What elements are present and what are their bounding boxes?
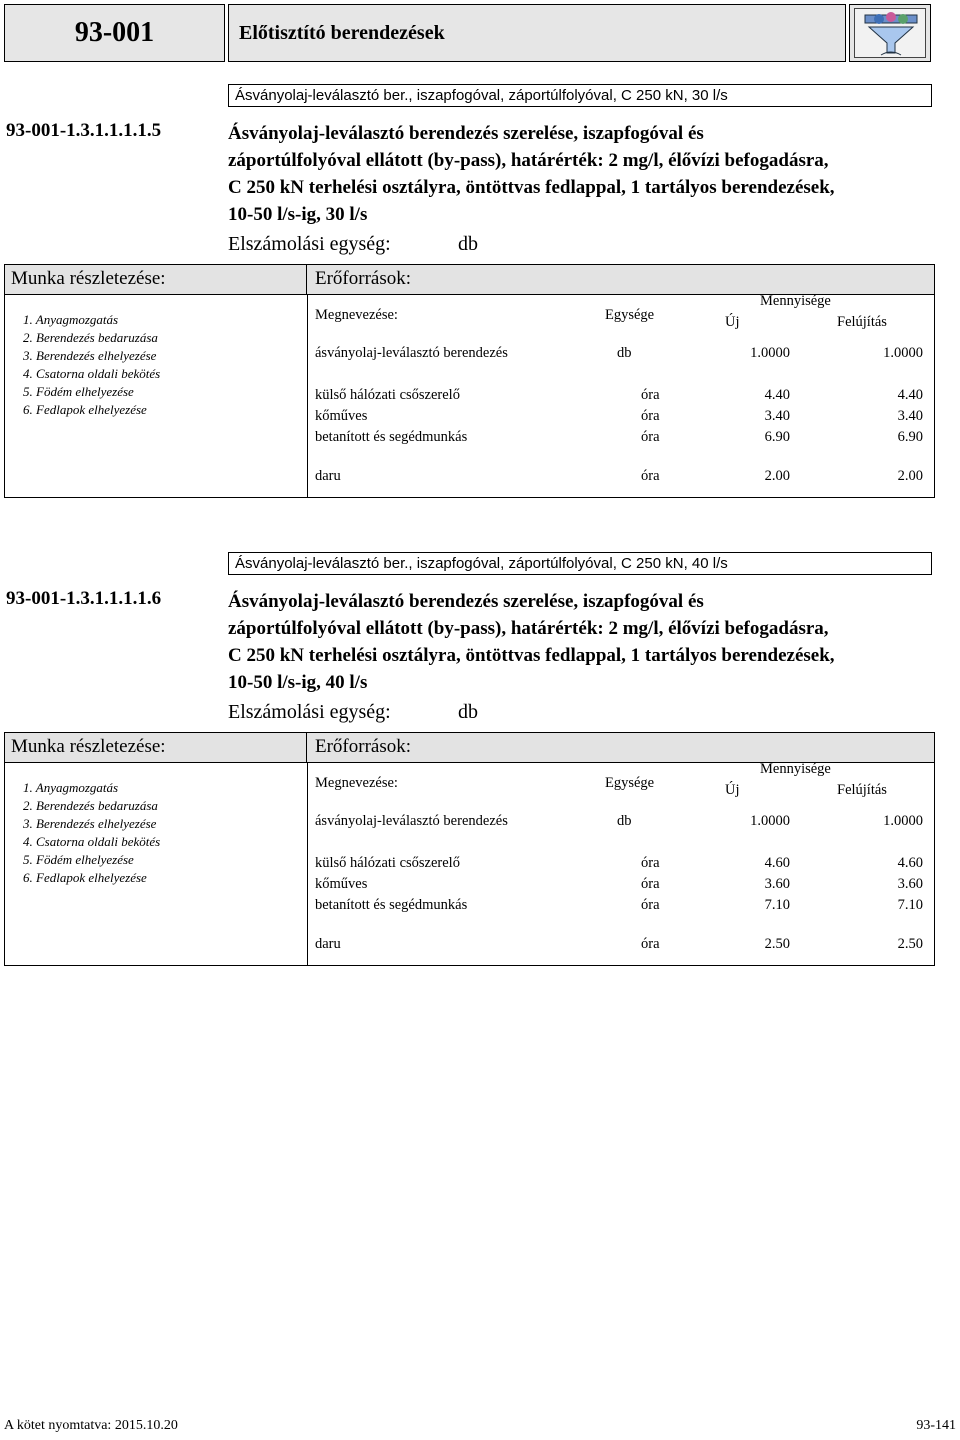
- labor-name: betanított és segédmunkás: [315, 429, 468, 445]
- col-name-header: Megnevezése:: [315, 307, 398, 323]
- desc-line: 10-50 l/s-ig, 40 l/s: [228, 672, 368, 693]
- desc-line: Ásványolaj-leválasztó berendezés szerelése, iszapfogóval és: [228, 123, 704, 144]
- work-detail-header: Munka részletezése:: [5, 733, 307, 763]
- col-name-header: Megnevezése:: [315, 775, 398, 791]
- labor-name: külső hálózati csőszerelő: [315, 855, 460, 871]
- resource-table: [4, 732, 935, 966]
- work-step: 5. Födém elhelyezése: [23, 384, 134, 399]
- labor-name: kőműves: [315, 408, 368, 424]
- col-unit-header: Egysége: [605, 775, 655, 791]
- labor-new: 7.10: [764, 897, 790, 913]
- material-renov: 1.0000: [883, 345, 923, 361]
- section-title: Előtisztító berendezések: [228, 4, 846, 62]
- col-renov-header: Felújítás: [837, 314, 887, 330]
- labor-new: 4.60: [764, 855, 790, 871]
- section-code: 93-001: [4, 4, 225, 62]
- item-code: 93-001-1.3.1.1.1.1.6: [6, 588, 162, 609]
- item-description: [228, 588, 948, 696]
- work-detail-header: Munka részletezése:: [5, 265, 307, 295]
- work-steps: [23, 779, 160, 887]
- work-steps: [23, 311, 160, 419]
- work-step: 3. Berendezés elhelyezése: [23, 816, 157, 831]
- material-renov: 1.0000: [883, 813, 923, 829]
- labor-name: betanított és segédmunkás: [315, 897, 468, 913]
- resources-header: Erőforrások:: [307, 733, 934, 763]
- unit-value: db: [458, 701, 478, 723]
- labor-unit: óra: [641, 429, 660, 445]
- labor-renov: 3.40: [897, 408, 923, 424]
- desc-line: Ásványolaj-leválasztó berendezés szerelése, iszapfogóval és: [228, 591, 704, 612]
- col-qty-header: Mennyisége: [760, 293, 831, 309]
- labor-unit: óra: [641, 897, 660, 913]
- desc-line: C 250 kN terhelési osztályra, öntöttvas fedlappal, 1 tartályos berendezések,: [228, 645, 835, 666]
- resource-table: [4, 264, 935, 498]
- machine-renov: 2.00: [897, 468, 923, 484]
- separator-funnel-icon: [854, 8, 926, 58]
- item-subtitle: Ásványolaj-leválasztó ber., iszapfogóval, záportúlfolyóval, C 250 kN, 40 l/s: [228, 552, 932, 575]
- machine-name: daru: [315, 936, 341, 952]
- col-new-header: Új: [725, 782, 740, 798]
- material-unit: db: [617, 345, 632, 361]
- item-description: [228, 120, 948, 228]
- unit-label: Elszámolási egység:: [228, 701, 391, 723]
- item-subtitle: Ásványolaj-leválasztó ber., iszapfogóval, záportúlfolyóval, C 250 kN, 30 l/s: [228, 84, 932, 107]
- column-divider: [307, 763, 308, 965]
- col-unit-header: Egysége: [605, 307, 655, 323]
- work-step: 6. Fedlapok elhelyezése: [23, 402, 147, 417]
- labor-name: kőműves: [315, 876, 368, 892]
- material-new: 1.0000: [750, 345, 790, 361]
- desc-line: 10-50 l/s-ig, 30 l/s: [228, 204, 368, 225]
- desc-line: záportúlfolyóval ellátott (by-pass), határérték: 2 mg/l, élővízi befogadásra,: [228, 150, 829, 171]
- machine-name: daru: [315, 468, 341, 484]
- machine-unit: óra: [641, 936, 660, 952]
- labor-unit: óra: [641, 387, 660, 403]
- labor-unit: óra: [641, 876, 660, 892]
- work-step: 1. Anyagmozgatás: [23, 780, 119, 795]
- item-code: 93-001-1.3.1.1.1.1.5: [6, 120, 162, 141]
- material-name: ásványolaj-leválasztó berendezés: [315, 813, 508, 829]
- machine-new: 2.00: [764, 468, 790, 484]
- labor-unit: óra: [641, 408, 660, 424]
- column-divider: [307, 295, 308, 497]
- labor-renov: 6.90: [897, 429, 923, 445]
- machine-new: 2.50: [764, 936, 790, 952]
- material-unit: db: [617, 813, 632, 829]
- labor-renov: 4.60: [897, 855, 923, 871]
- work-step: 4. Csatorna oldali bekötés: [23, 834, 161, 849]
- resources-header: Erőforrások:: [307, 265, 934, 295]
- labor-renov: 4.40: [897, 387, 923, 403]
- col-renov-header: Felújítás: [837, 782, 887, 798]
- labor-unit: óra: [641, 855, 660, 871]
- labor-new: 3.60: [764, 876, 790, 892]
- machine-renov: 2.50: [897, 936, 923, 952]
- unit-value: db: [458, 233, 478, 255]
- labor-renov: 7.10: [897, 897, 923, 913]
- material-name: ásványolaj-leválasztó berendezés: [315, 345, 508, 361]
- labor-renov: 3.60: [897, 876, 923, 892]
- work-step: 4. Csatorna oldali bekötés: [23, 366, 161, 381]
- work-step: 2. Berendezés bedaruzása: [23, 798, 158, 813]
- print-date: A kötet nyomtatva: 2015.10.20: [4, 1418, 178, 1433]
- machine-unit: óra: [641, 468, 660, 484]
- work-step: 2. Berendezés bedaruzása: [23, 330, 158, 345]
- work-step: 3. Berendezés elhelyezése: [23, 348, 157, 363]
- unit-label: Elszámolási egység:: [228, 233, 391, 255]
- labor-new: 6.90: [764, 429, 790, 445]
- page-number: 93-141: [916, 1418, 956, 1433]
- work-step: 5. Födém elhelyezése: [23, 852, 134, 867]
- labor-new: 3.40: [764, 408, 790, 424]
- logo-box: [849, 4, 931, 62]
- labor-name: külső hálózati csőszerelő: [315, 387, 460, 403]
- material-new: 1.0000: [750, 813, 790, 829]
- desc-line: záportúlfolyóval ellátott (by-pass), határérték: 2 mg/l, élővízi befogadásra,: [228, 618, 829, 639]
- labor-new: 4.40: [764, 387, 790, 403]
- work-step: 6. Fedlapok elhelyezése: [23, 870, 147, 885]
- col-new-header: Új: [725, 314, 740, 330]
- col-qty-header: Mennyisége: [760, 761, 831, 777]
- desc-line: C 250 kN terhelési osztályra, öntöttvas fedlappal, 1 tartályos berendezések,: [228, 177, 835, 198]
- work-step: 1. Anyagmozgatás: [23, 312, 119, 327]
